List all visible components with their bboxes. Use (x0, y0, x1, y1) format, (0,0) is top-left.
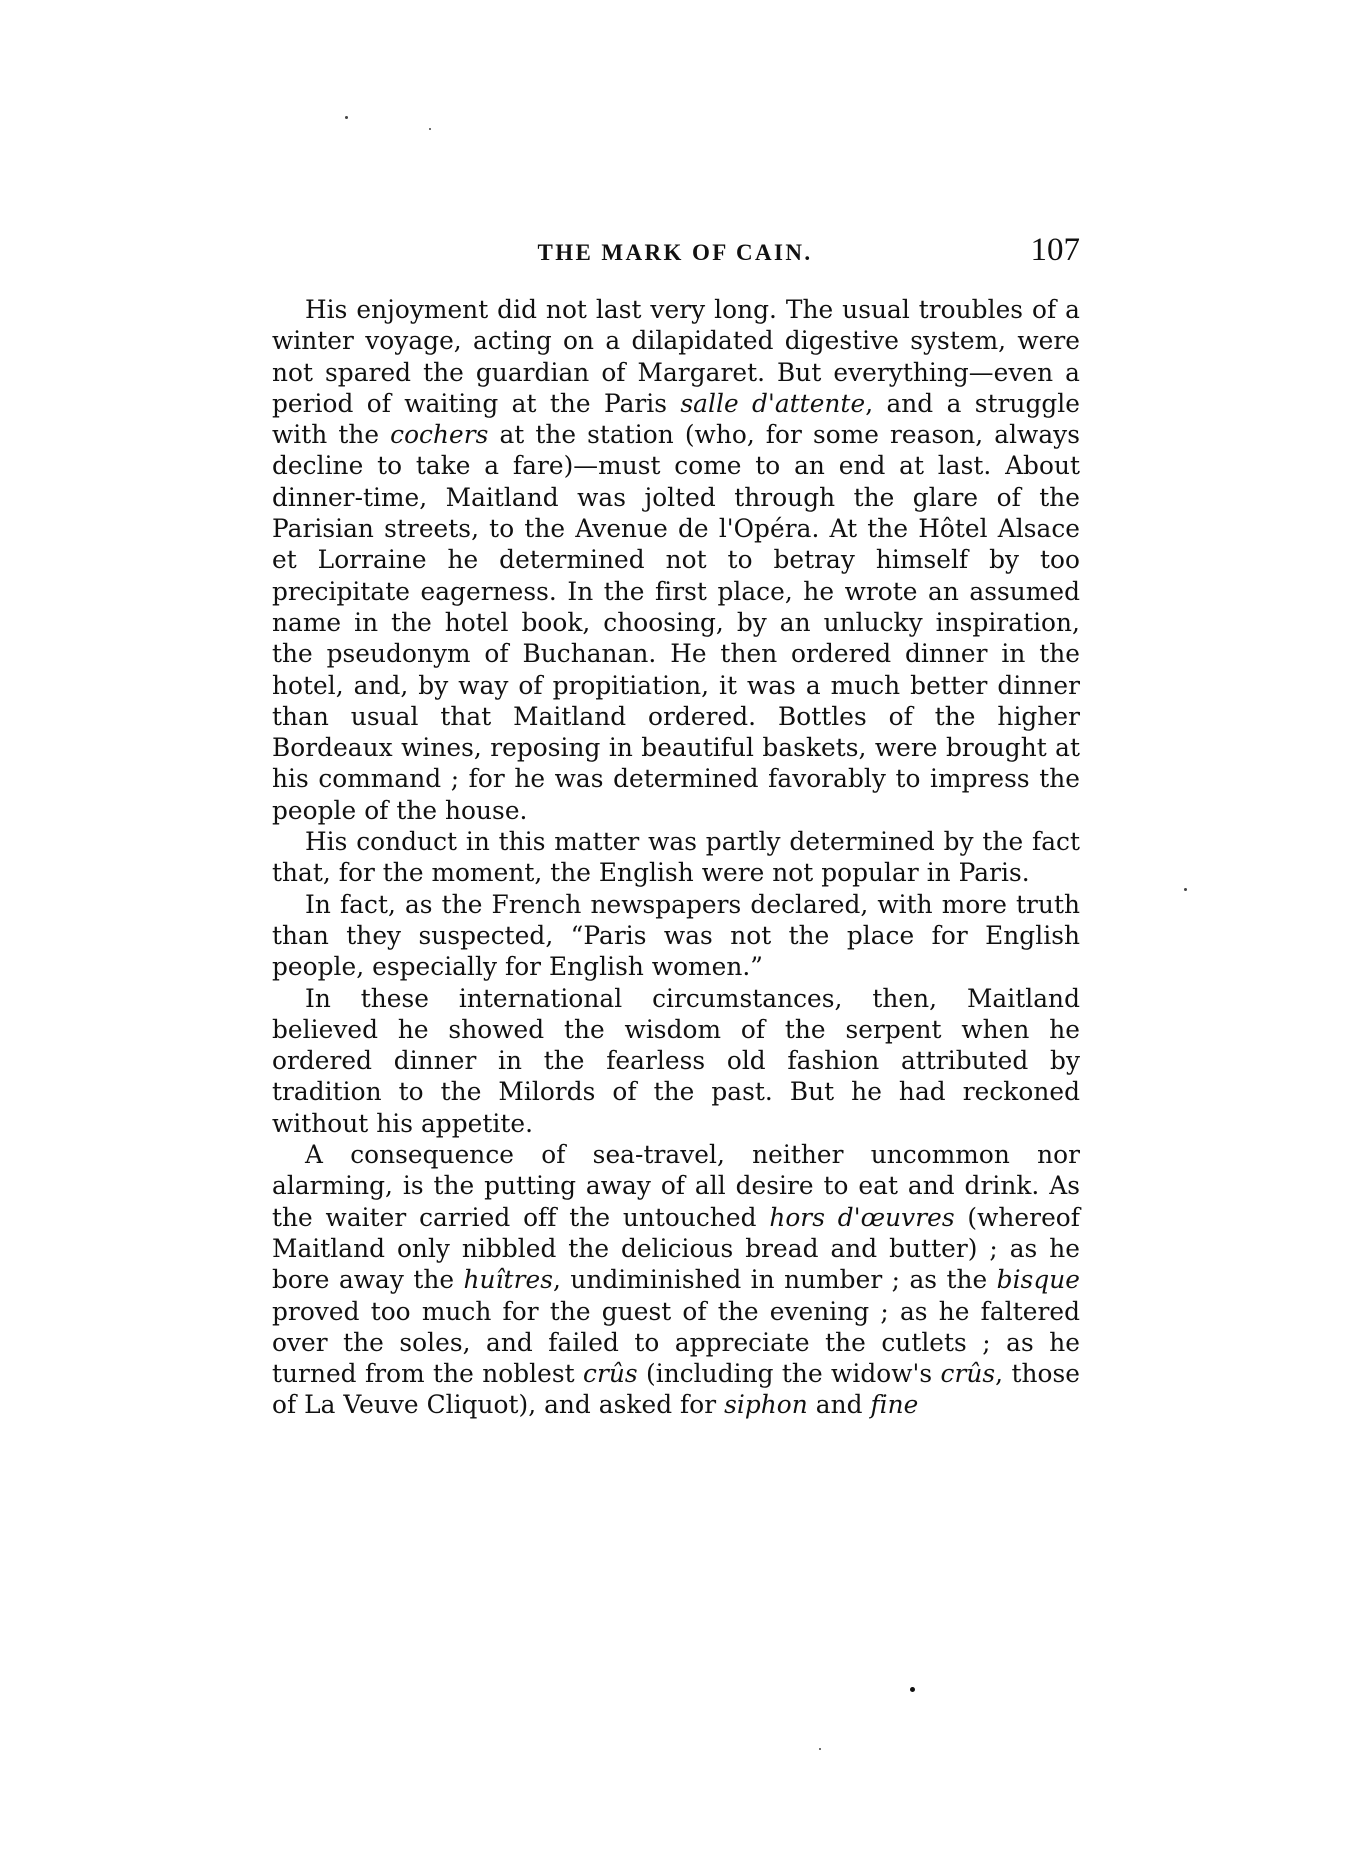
running-title: THE MARK OF CAIN. (537, 240, 813, 265)
scan-speck (1184, 888, 1187, 891)
text-run: , and a struggle with the (272, 388, 1080, 450)
text-run: , those of La Veuve Cliquot), and asked for (272, 1359, 1081, 1420)
text-run: , undiminished in number ; as the (552, 1265, 997, 1295)
italic-phrase: hors d'œuvres (769, 1202, 955, 1232)
text-run: (whereof Maitland only nibbled the delicious bread and butter) ; as he bore away the (272, 1202, 1080, 1295)
page-number: 107 (1030, 232, 1080, 268)
scan-speck (910, 1687, 915, 1692)
paragraph (272, 826, 1080, 889)
italic-phrase: bisque (996, 1265, 1081, 1295)
italic-phrase: cochers (390, 420, 489, 450)
paragraph (272, 983, 1080, 1139)
text-run: His conduct in this matter was partly determined by the fact that, for the moment, the English were not popular in Paris. (272, 827, 1080, 888)
text-run: In these international circumstances, then, Maitland believed he showed the wisdom of the serpent when he ordered dinner in the fearless old fashion attributed by tradition to the Milords of the past. But he had reckoned without his appetite. (272, 983, 1080, 1138)
italic-phrase: fine (870, 1390, 919, 1420)
italic-phrase: salle d'attente (680, 388, 866, 418)
italic-phrase: crûs (583, 1359, 638, 1389)
text-run: (including the widow's (637, 1359, 941, 1389)
italic-phrase: crûs (940, 1359, 996, 1389)
scan-speck (429, 128, 431, 130)
italic-phrase: huîtres (463, 1265, 553, 1295)
text-run: proved too much for the guest of the evening ; as he faltered over the soles, and failed to appreciate the cutlets ; as he turned from the noblest (272, 1296, 1080, 1389)
text-run: His enjoyment did not last very long. The usual troubles of a winter voyage, acting on a dilapidated digestive system, were not spared the guardian of Margaret. But everything—even a period of waiting at the Paris (272, 295, 1080, 418)
text-run: A consequence of sea-travel, neither uncommon nor alarming, is the putting away of all desire to eat and drink. As the waiter carried off the untouched (272, 1140, 1080, 1232)
page-header (270, 232, 1080, 280)
italic-phrase: siphon (724, 1390, 808, 1420)
paragraph (272, 889, 1080, 983)
paragraph (272, 294, 1080, 826)
scan-speck (345, 116, 348, 119)
text-run: at the station (who, for some reason, always decline to take a fare)—must come to an end at last. About dinner-time, Maitland was jolted through the glare of the Parisian streets, to the Avenue de l'Opéra. At the Hôtel Alsace et Lorraine he determined not to betray himself by too precipitate eagerness. In the first place, he wrote an assumed name in the hotel book, choosing, by an unlucky inspiration, the pseudonym of Buchanan. He then ordered dinner in the hotel, and, by way of propitiation, it was a much better dinner than usual that Maitland ordered. Bottles of the higher Bordeaux wines, reposing in beautiful baskets, were brought at his command ; for he was determined favorably to impress the people of the house. (272, 420, 1080, 825)
paragraph (272, 1139, 1080, 1421)
text-run: In fact, as the French newspapers declared, with more truth than they suspected, “Paris was not the place for English people, especially for English women.” (272, 889, 1080, 982)
scan-speck (819, 1748, 821, 1750)
text-run: and (807, 1390, 871, 1420)
body-text (272, 294, 1080, 1421)
